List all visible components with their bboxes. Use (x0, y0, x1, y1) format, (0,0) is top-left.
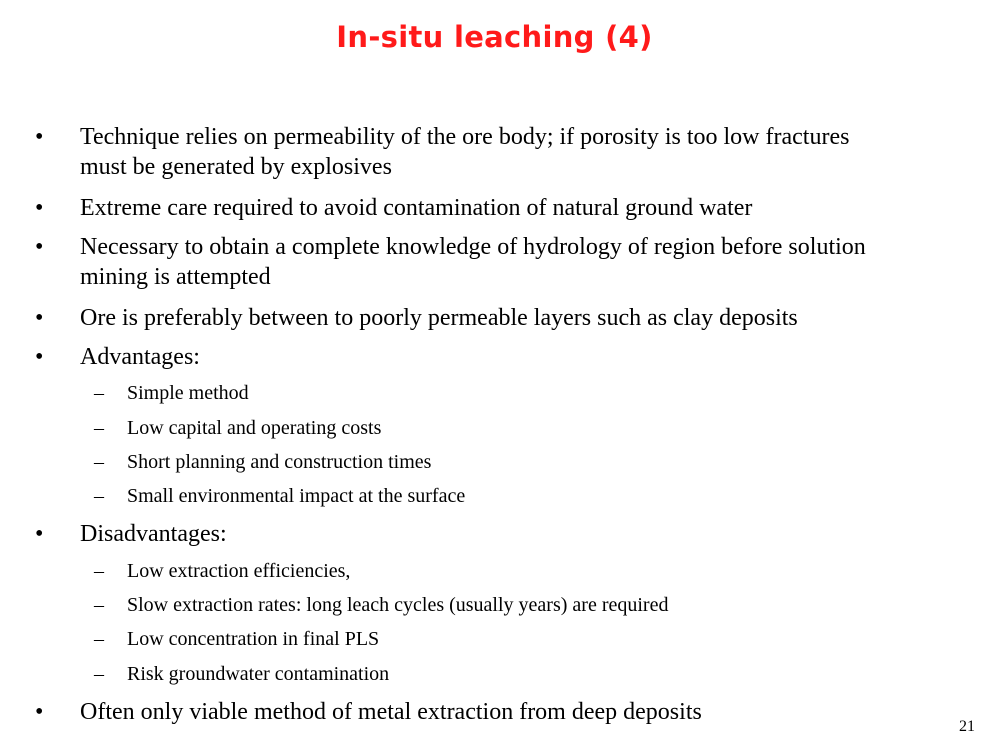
dash-marker: – (94, 451, 104, 473)
sub-item-text: Low capital and operating costs (127, 417, 382, 439)
sub-item-text: Short planning and construction times (127, 451, 432, 473)
bullet-text: Ore is preferably between to poorly permeable layers such as clay deposits (80, 305, 798, 331)
dash-marker: – (94, 628, 104, 650)
sub-item-text: Small environmental impact at the surface (127, 485, 466, 507)
dash-marker: – (94, 594, 104, 616)
page-number: 21 (959, 718, 975, 735)
sub-item-text: Simple method (127, 382, 249, 404)
dash-marker: – (94, 382, 104, 404)
sub-item-text: Low extraction efficiencies, (127, 560, 351, 582)
bullet-marker: • (35, 521, 44, 547)
bullet-marker: • (35, 195, 44, 221)
bullet-marker: • (35, 305, 44, 331)
bullet-text: Disadvantages: (80, 521, 227, 547)
bullet-text: Necessary to obtain a complete knowledge of hydrology of region before solution mining is attempted (80, 234, 866, 290)
bullet-text: Often only viable method of metal extraction from deep deposits (80, 699, 702, 725)
slide-title: In-situ leaching (4) (336, 20, 653, 54)
bullet-text: Advantages: (80, 344, 200, 370)
bullet-marker: • (35, 124, 44, 150)
bullet-marker: • (35, 699, 44, 725)
dash-marker: – (94, 485, 104, 507)
bullet-text: Technique relies on permeability of the ore body; if porosity is too low fractures must be generated by explosives (80, 124, 850, 180)
sub-item-text: Low concentration in final PLS (127, 628, 380, 650)
dash-marker: – (94, 560, 104, 582)
sub-item-text: Risk groundwater contamination (127, 663, 390, 685)
sub-item-text: Slow extraction rates: long leach cycles (usually years) are required (127, 594, 669, 616)
dash-marker: – (94, 663, 104, 685)
bullet-marker: • (35, 234, 44, 260)
bullet-text: Extreme care required to avoid contamination of natural ground water (80, 195, 753, 221)
bullet-marker: • (35, 344, 44, 370)
dash-marker: – (94, 417, 104, 439)
